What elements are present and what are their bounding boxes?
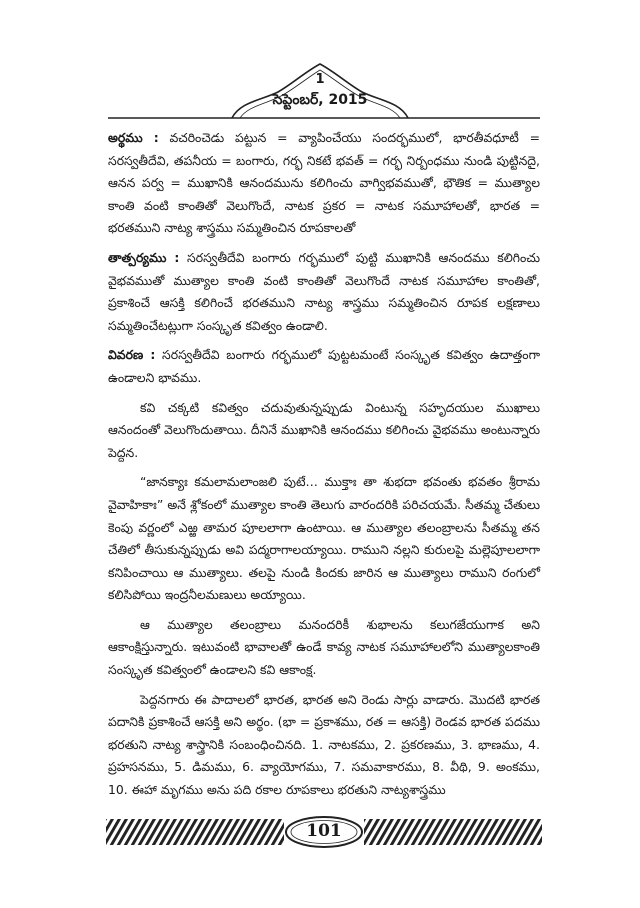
paragraph-label: తాత్పర్యము : — [108, 249, 180, 265]
footer-ornament — [106, 815, 542, 851]
paragraph-text: వచరించెడు పట్టున = వ్యాపించేయు సందర్భములో, భారతీవధూటీ = సరస్వతీదేవి, తపనీయ = బంగారు, గర్భ నికటే భవత్ = గర్భ నిర్బంధము నుండి పుట్టినదై, ఆనన పర్వ = ముఖానికి ఆనందమును కలిగించు వాగ్విభవముతో, భౌతిక = ముత్యాల కాంతి వంటి కాంతితో వెలుగొందే, నాటక ప్రకర = నాటక సమూహాలతో, భారత = భరతముని నాట్య శాస్త్రము సమ్మతించిన రూపకాలతో — [108, 130, 540, 236]
paragraph-text: ఆ ముత్యాల తలంబ్రాలు మనందరికీ శుభాలను కలుగజేయుగాక అని ఆకాంక్షిస్తున్నారు. ఇటువంటి భావాలతో ఉండే కావ్య నాటక సమూహాలలోని ముత్యాలకాంతి సంస్కృత కవిత్వంలో ఉండాలని కవి ఆకాంక్ష. — [108, 616, 540, 678]
paragraph-text: “జానక్యాః కమలామలాంజలి పుటే… ముక్తాః తా శుభదా భవంతు భవతం శ్రీరామ వైవాహికాః” అనే శ్లోకంలో ముత్యాల కాంతి తెలుగు వారందరికి పరిచయమే. సీతమ్మ చేతులు కెంపు వర్ణంలో ఎఱ్ఱ తామర పూలలాగా ఉంటాయి. ఆ ముత్యాల తలంబ్రాలను సీతమ్మ తన చేతిలో తీసుకున్నప్పుడు అవి పద్మరాగాలయ్యాయి. రాముని నల్లని కురులపై మల్లెపూలలాగా కనిపించాయి ఆ ముత్యాలు. తలపై నుండి కిందకు జారిన ఆ ముత్యాలు రాముని రంగులో కలిసిపోయి ఇంద్రనీలమణులు అయ్యాయి. — [108, 474, 540, 603]
paragraph-meaning — [108, 127, 540, 240]
paragraph — [108, 689, 540, 802]
paragraph-label: వివరణ : — [108, 347, 156, 363]
article-body — [108, 127, 540, 809]
issue-number: 1 — [315, 72, 325, 87]
paragraph-text: సరస్వతీదేవి బంగారు గర్భములో పుట్టటమంటే సంస్కృత కవిత్వం ఉదాత్తంగా ఉండాలని భావము. — [108, 347, 540, 385]
paragraph — [108, 397, 540, 465]
paragraph — [108, 471, 540, 607]
paragraph-label: అర్థము : — [108, 130, 159, 145]
paragraph-explanation — [108, 344, 540, 389]
issue-date: సెప్టెంబర్, 2015 — [272, 92, 368, 108]
paragraph — [108, 614, 540, 682]
paragraph-text: కవి చక్కటి కవిత్వం చదువుతున్నప్పుడు వింటున్న సహృదయుల ముఖాలు ఆనందంతో వెలుగొందుతాయి. దీనినే ముఖానికి ఆనందము కలిగించు వైభవము అంటున్నారు పెద్దన. — [108, 399, 540, 460]
page-number: 101 — [306, 821, 342, 841]
paragraph-text: సరస్వతీదేవి బంగారు గర్భములో పుట్టి ముఖానికి ఆనందము కలిగించు వైభవముతో ముత్యాల కాంతి వంటి కాంతితో వెలుగొందే నాటక సమూహాల కాంతితో, ప్రకాశించే ఆసక్తి కలిగించే భరతముని నాట్య శాస్త్రము సమ్మతించిన రూపక లక్షణాలు సమ్మతించేటట్లుగా సంస్కృత కవిత్వం ఉండాలి. — [108, 249, 540, 333]
paragraph-summary — [108, 247, 540, 337]
paragraph-text: పెద్దనగారు ఈ పాదాలలో భారత, భారత అని రెండు సార్లు వాడారు. మొదటి భారత పదానికి ప్రకాశించే ఆసక్తి అని అర్థం. (భా = ప్రకాశము, రత = ఆసక్తి) రెండవ భారత పదము భరతుని నాట్య శాస్త్రానికి సంబంధించినది. 1. నాటకము, 2. ప్రకరణము, 3. భాణము, 4. ప్రహసనము, 5. డిమము, 6. వ్యాయోగము, 7. సమవాకారము, 8. వీథి, 9. అంకము, 10. ఈహా మృగము అను పది రకాల రూపకాలు భరతుని నాట్యశాస్త్రము — [108, 691, 540, 798]
